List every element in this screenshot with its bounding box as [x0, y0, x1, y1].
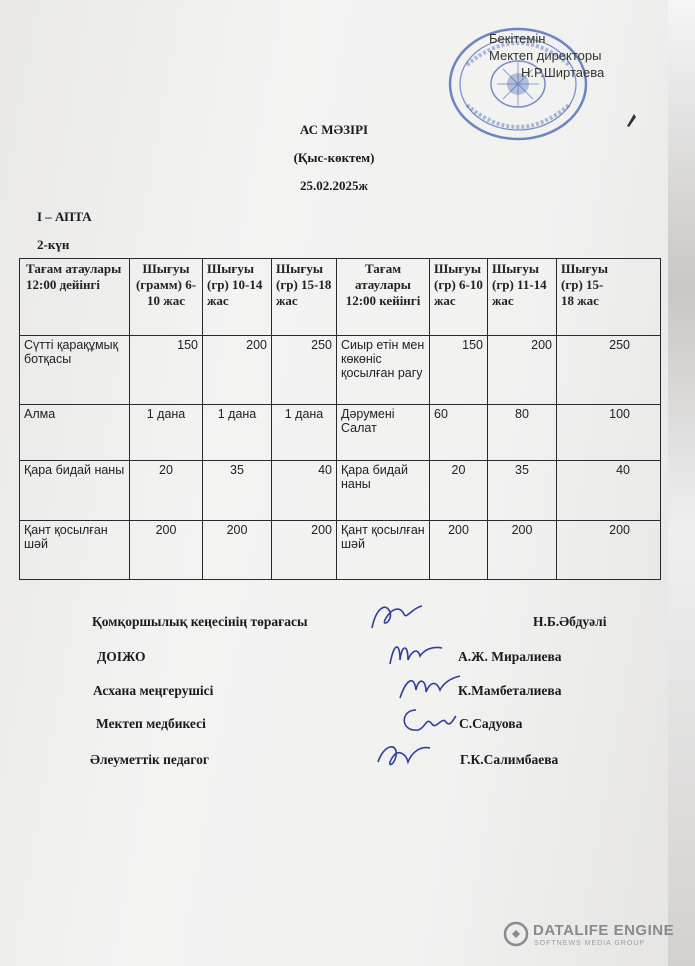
table-cell: 150 [430, 336, 488, 405]
table-cell: 150 [130, 336, 203, 405]
header-cell: Шығуы (гр) 15-18 жас [272, 259, 337, 336]
handwritten-signature [396, 702, 458, 738]
approval-line-2: Мектеп директоры [489, 48, 602, 63]
table-cell: 100 [557, 405, 661, 461]
header-cell: Шығуы (гр) 11-14 жас [488, 259, 557, 336]
handwritten-signature [372, 736, 436, 774]
table-cell: Қант қосылған шәй [337, 521, 430, 580]
table-cell: Дәрумені Салат [337, 405, 430, 461]
menu-table [19, 258, 661, 580]
signature-role-chair: Қомқоршылық кеңесінің төрағасы [92, 614, 308, 629]
table-cell: 200 [557, 521, 661, 580]
table-cell: 40 [557, 461, 661, 521]
approval-line-1: Бекітемін [489, 31, 546, 46]
table-cell: Сиыр етін мен көкөніс қосылған рагу [337, 336, 430, 405]
table-cell: Қант қосылған шәй [20, 521, 130, 580]
table-cell: 200 [272, 521, 337, 580]
signature-name-chair: Н.Б.Әбдуәлі [533, 614, 607, 629]
table-row [20, 521, 661, 580]
header-cell: Шығуы (гр) 15-18 жас [557, 259, 661, 336]
document-date: 25.02.2025ж [300, 178, 368, 193]
header-cell: Тағам атаулары 12:00 кейінгі [337, 259, 430, 336]
signature-name-doizho: А.Ж. Миралиева [458, 649, 562, 664]
table-cell: 35 [203, 461, 272, 521]
table-cell: 80 [488, 405, 557, 461]
table-cell: 250 [272, 336, 337, 405]
table-cell: 35 [488, 461, 557, 521]
watermark-name: DATALIFE ENGINE [533, 922, 675, 939]
table-cell: 200 [488, 336, 557, 405]
table-cell: 40 [272, 461, 337, 521]
table-cell: 20 [430, 461, 488, 521]
day-label: 2-күн [37, 237, 70, 252]
table-row [20, 336, 661, 405]
week-label: І – АПТА [37, 209, 92, 224]
header-cell: Шығуы (грамм) 6-10 жас [130, 259, 203, 336]
table-cell: 1 дана [272, 405, 337, 461]
header-cell: Шығуы (гр) 6-10 жас [430, 259, 488, 336]
header-cell: Шығуы (гр) 10-14 жас [203, 259, 272, 336]
table-header-row [20, 259, 661, 336]
signature-name-pedagogue: Г.К.Салимбаева [460, 752, 559, 767]
table-cell: 20 [130, 461, 203, 521]
table-cell: 1 дана [203, 405, 272, 461]
approval-line-3: Н.Р.Ширтаева [521, 65, 605, 80]
table-row [20, 461, 661, 521]
table-cell: Алма [20, 405, 130, 461]
table-cell: Қара бидай наны [337, 461, 430, 521]
signature-name-nurse: С.Садуова [459, 716, 523, 731]
datalife-logo-icon [503, 921, 529, 947]
watermark-subtitle: SOFTNEWS MEDIA GROUP [534, 940, 646, 947]
table-row [20, 405, 661, 461]
table-cell: 60 [430, 405, 488, 461]
table-cell: 200 [130, 521, 203, 580]
handwritten-signature [386, 636, 446, 672]
signature-role-doizho: ДОІЖО [97, 649, 146, 664]
approval-block [489, 30, 604, 81]
table-cell: 200 [203, 521, 272, 580]
table-cell: 250 [557, 336, 661, 405]
header-cell: Тағам атаулары 12:00 дейінгі [20, 259, 130, 336]
signature-role-pedagogue: Әлеуметтік педагог [90, 752, 209, 767]
signature-name-canteen: К.Мамбеталиева [458, 683, 562, 698]
signature-role-canteen: Асхана меңгерушісі [93, 683, 214, 698]
table-cell: 1 дана [130, 405, 203, 461]
table-cell: Сүтті қарақұмық ботқасы [20, 336, 130, 405]
season-subtitle: (Қыс-көктем) [293, 150, 375, 165]
handwritten-signature [366, 598, 426, 638]
signature-role-nurse: Мектеп медбикесі [96, 716, 206, 731]
table-cell: 200 [203, 336, 272, 405]
table-cell: 200 [430, 521, 488, 580]
background-edge [668, 0, 695, 966]
table-cell: 200 [488, 521, 557, 580]
table-cell: Қара бидай наны [20, 461, 130, 521]
handwritten-signature [396, 668, 462, 706]
page-title: АС МӘЗІРІ [299, 122, 369, 137]
